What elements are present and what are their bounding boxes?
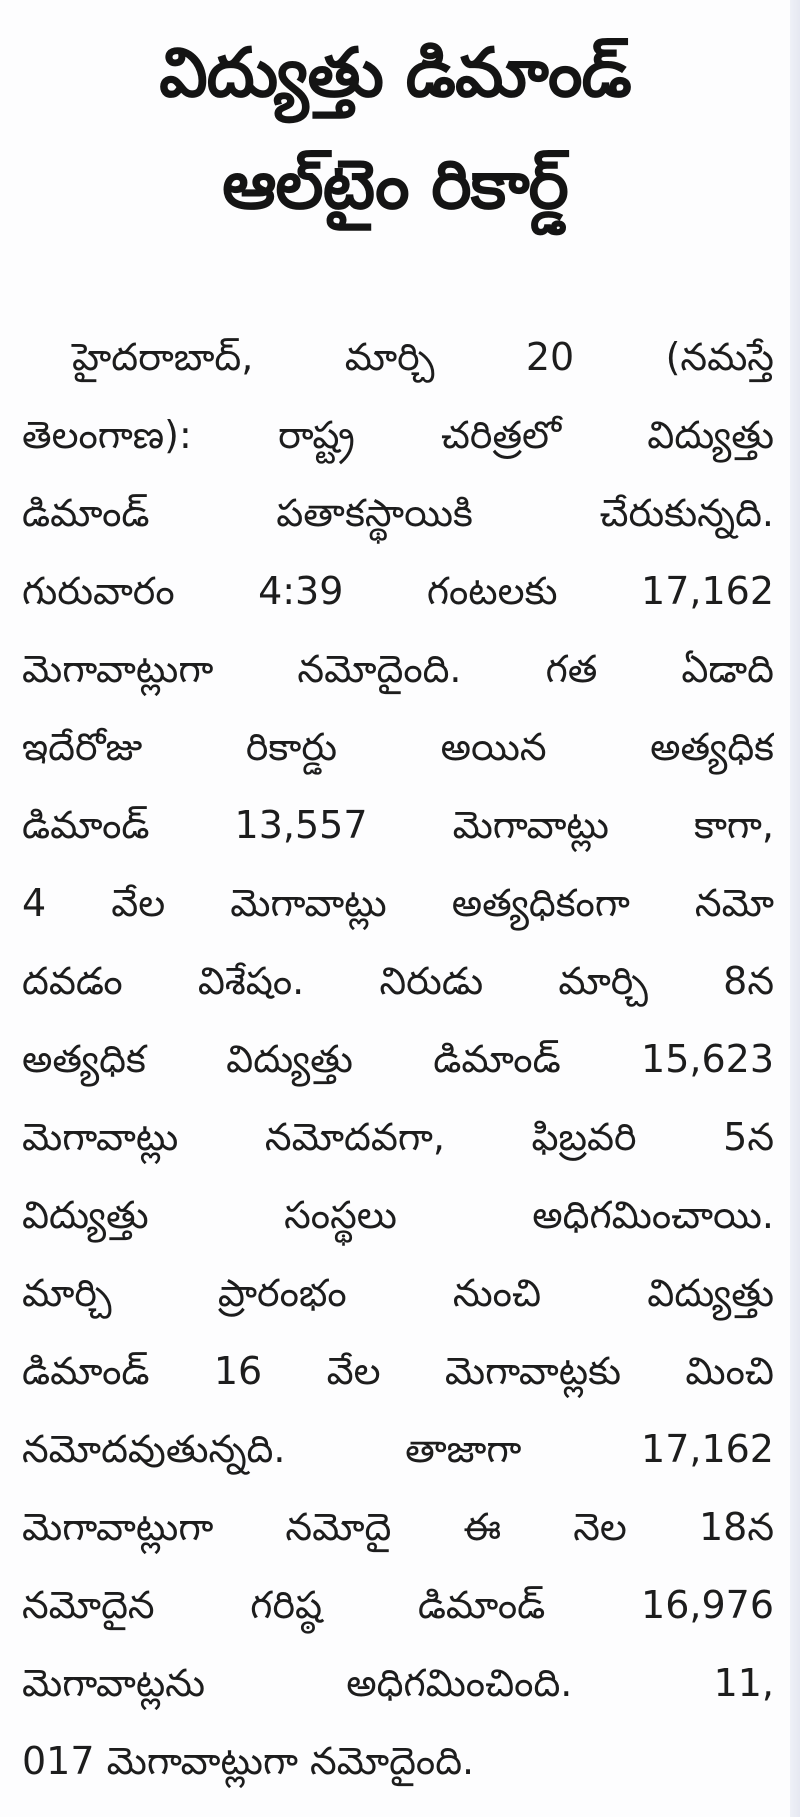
page-edge-shade: [790, 0, 800, 1817]
article-line: అత్యధిక విద్యుత్తు డిమాండ్ 15,623: [22, 1037, 774, 1081]
article-body: [22, 318, 774, 1800]
article-line: డిమాండ్ 16 వేల మెగావాట్లకు మించి: [22, 1349, 774, 1393]
article-line: తెలంగాణ): రాష్ట్ర చరిత్రలో విద్యుత్తు: [22, 413, 774, 457]
article-line: నమోదవుతున్నది. తాజాగా 17,162: [22, 1427, 774, 1471]
article-line: మెగావాట్లుగా నమోదై ఈ నెల 18న: [22, 1505, 774, 1549]
article-line: మార్చి ప్రారంభం నుంచి విద్యుత్తు: [22, 1271, 774, 1315]
article-line: హైదరాబాద్, మార్చి 20 (నమస్తే: [72, 335, 774, 379]
article-line: మెగావాట్లుగా నమోదైంది. గత ఏడాది: [22, 647, 774, 691]
article-line: డిమాండ్ పతాకస్థాయికి చేరుకున్నది.: [22, 491, 774, 535]
article-line: నమోదైన గరిష్ఠ డిమాండ్ 16,976: [22, 1583, 774, 1627]
article-line: 4 వేల మెగావాట్లు అత్యధికంగా నమో: [22, 881, 774, 925]
article-line: దవడం విశేషం. నిరుడు మార్చి 8న: [22, 959, 774, 1003]
headline-line-2: ఆల్‌టైం రికార్డ్: [222, 146, 568, 225]
article-line: మెగావాట్లు నమోదవగా, ఫిబ్రవరి 5న: [22, 1115, 774, 1159]
headline: [0, 18, 790, 242]
article-line: డిమాండ్ 13,557 మెగావాట్లు కాగా,: [22, 803, 774, 847]
article-line: గురువారం 4:39 గంటలకు 17,162: [22, 569, 774, 613]
article-line: 017 మెగావాట్లుగా నమోదైంది.: [22, 1739, 475, 1783]
headline-line-1: విద్యుత్తు డిమాండ్: [159, 34, 631, 113]
article-line: ఇదేరోజు రికార్డు అయిన అత్యధిక: [22, 725, 774, 769]
article-line: మెగావాట్లను అధిగమించింది. 11,: [22, 1661, 774, 1705]
article-line: విద్యుత్తు సంస్థలు అధిగమించాయి.: [22, 1193, 774, 1237]
